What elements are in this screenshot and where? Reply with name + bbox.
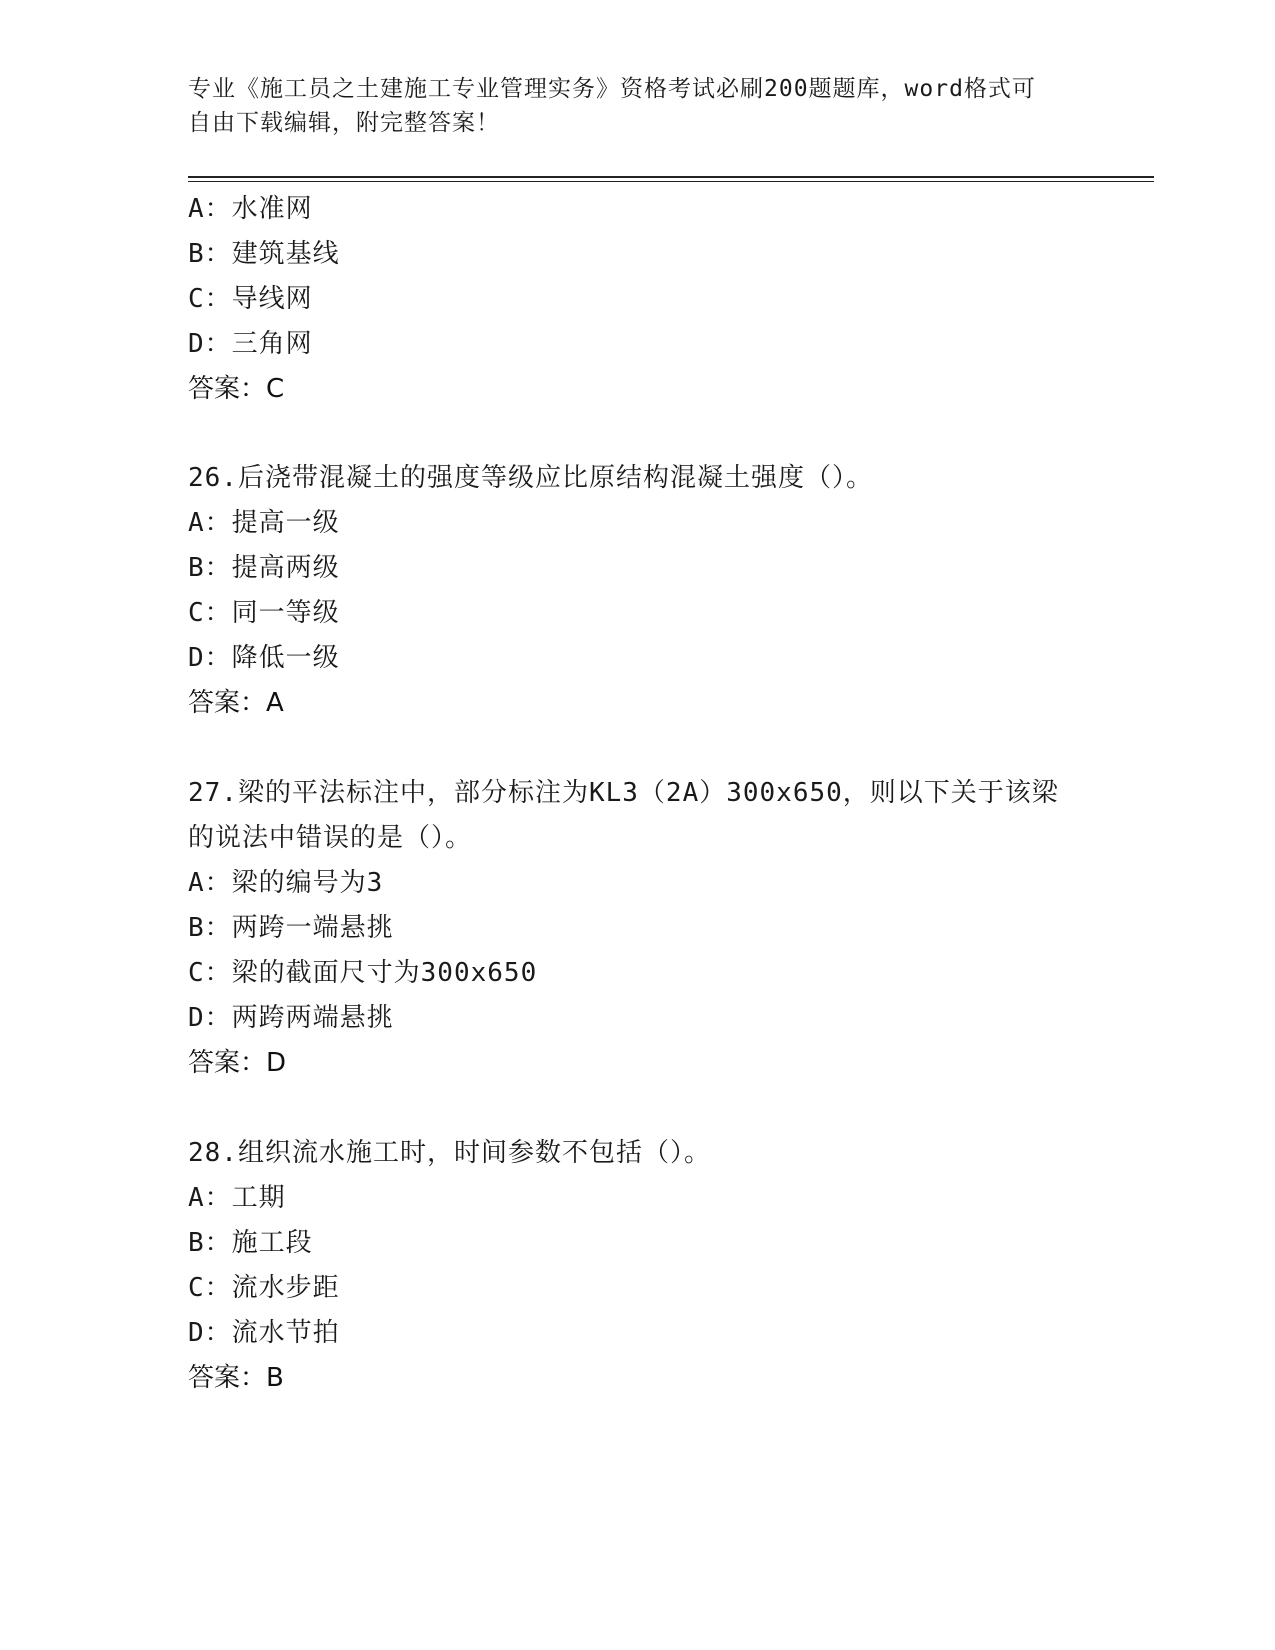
q27-stem-line-2: 的说法中错误的是（）。 [188, 823, 473, 853]
q25-option-c: C：导线网 [188, 284, 313, 314]
q26-option-d: D：降低一级 [188, 643, 340, 673]
q25-option-a: A：水准网 [188, 194, 313, 224]
q27-answer: 答案：D [188, 1048, 287, 1078]
q25-answer: 答案：C [188, 374, 285, 404]
q26-stem: 26.后浇带混凝土的强度等级应比原结构混凝土强度（）。 [188, 463, 873, 493]
q28-option-a: A：工期 [188, 1183, 286, 1213]
q28-stem: 28.组织流水施工时，时间参数不包括（）。 [188, 1138, 711, 1168]
q26-option-a: A：提高一级 [188, 508, 340, 538]
q27-option-c: C：梁的截面尺寸为300x650 [188, 958, 538, 988]
document-header [188, 72, 1088, 140]
q28-option-d: D：流水节拍 [188, 1318, 340, 1348]
header-line-2: 自由下载编辑，附完整答案！ [188, 110, 500, 136]
q27-stem-line-1: 27.梁的平法标注中，部分标注为KL3（2A）300x650，则以下关于该梁 [188, 778, 1059, 808]
q26-option-b: B：提高两级 [188, 553, 340, 583]
header-divider-thin [188, 181, 1154, 182]
q26-answer: 答案：A [188, 688, 284, 718]
q28-option-c: C：流水步距 [188, 1273, 340, 1303]
q25-option-d: D：三角网 [188, 329, 313, 359]
q28-answer: 答案：B [188, 1363, 284, 1393]
q26-option-c: C：同一等级 [188, 598, 340, 628]
q28-option-b: B：施工段 [188, 1228, 313, 1258]
q27-option-d: D：两跨两端悬挑 [188, 1003, 394, 1033]
q25-option-b: B：建筑基线 [188, 239, 340, 269]
q27-option-a: A：梁的编号为3 [188, 868, 384, 898]
header-line-1: 专业《施工员之土建施工专业管理实务》资格考试必刷200题题库，word格式可 [188, 76, 1036, 102]
q27-option-b: B：两跨一端悬挑 [188, 913, 394, 943]
header-divider-thick [188, 176, 1154, 178]
